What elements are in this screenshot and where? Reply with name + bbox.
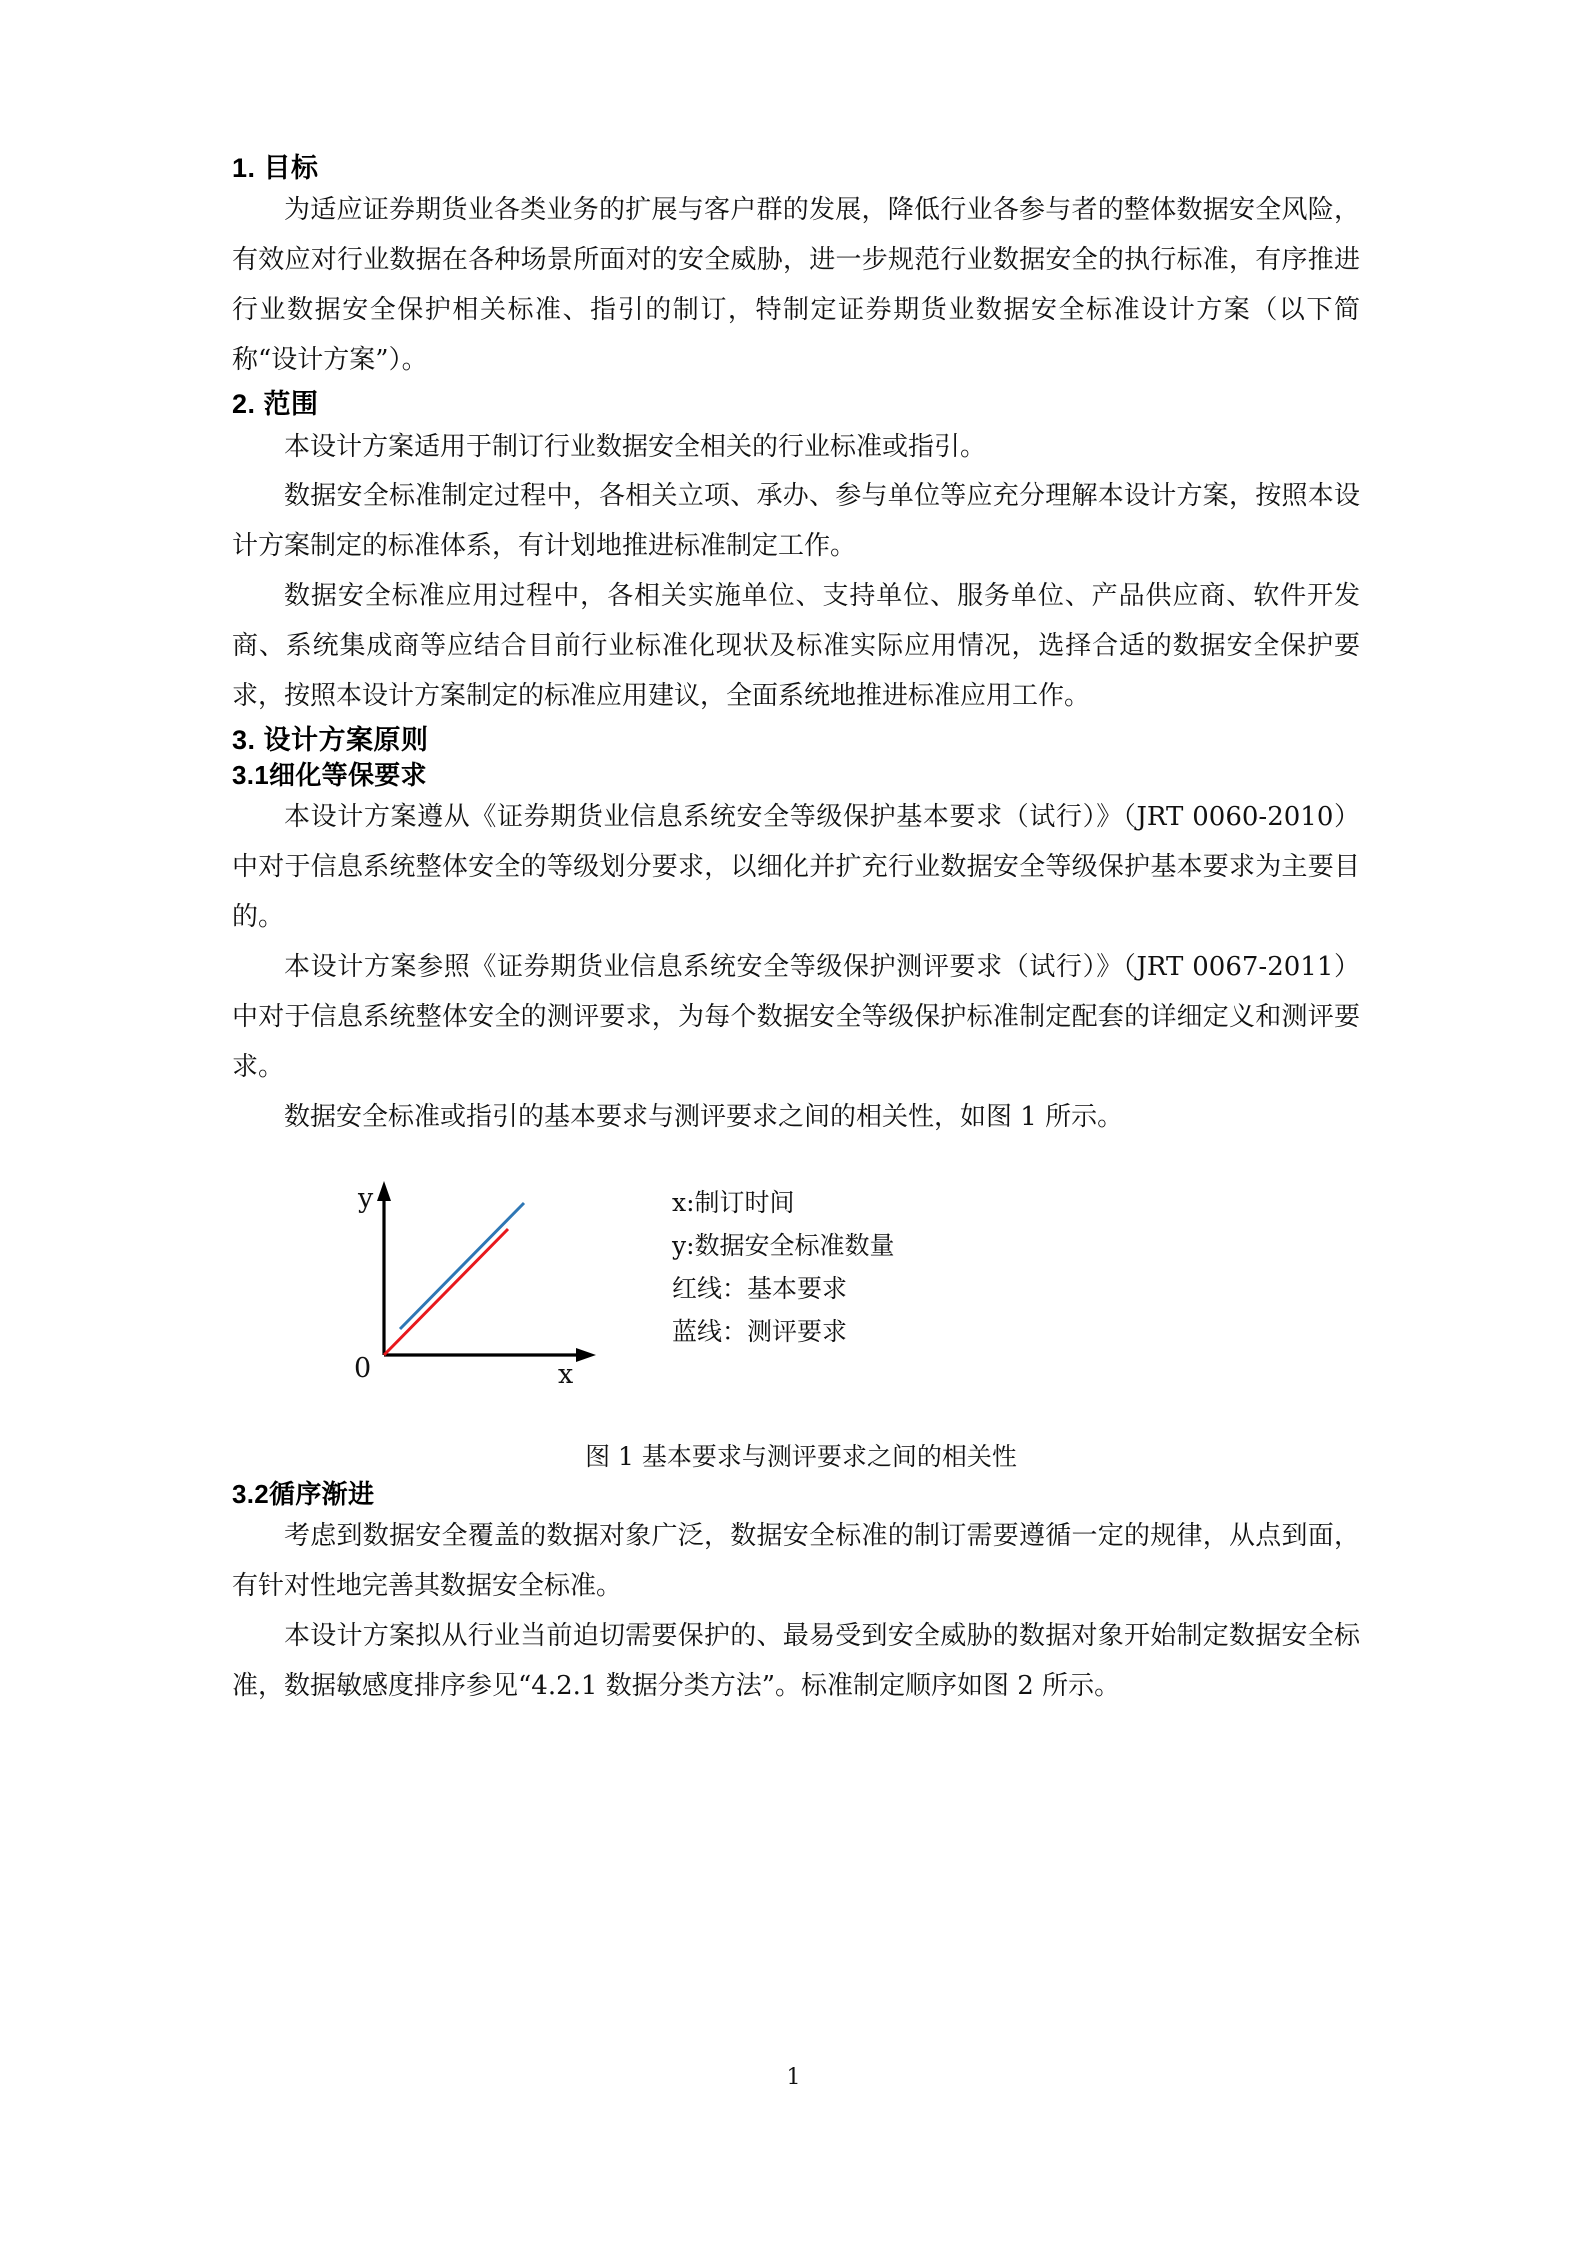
x-axis-arrowhead bbox=[576, 1348, 596, 1362]
subsection-3-1-paragraph-2: 本设计方案参照《证券期货业信息系统安全等级保护测评要求（试行）》（JRT 0067-2011）中对于信息系统整体安全的测评要求，为每个数据安全等级保护标准制定配套的详细定义和测评要求。 bbox=[232, 952, 1360, 1082]
figure-1 bbox=[232, 1177, 1360, 1427]
correlation-line-chart bbox=[350, 1177, 610, 1387]
section-2-paragraph-2: 数据安全标准制定过程中，各相关立项、承办、参与单位等应充分理解本设计方案，按照本设计方案制定的标准体系，有计划地推进标准制定工作。 bbox=[232, 481, 1360, 562]
legend-item-y: y:数据安全标准数量 bbox=[672, 1230, 895, 1260]
section-heading-3: 3. 设计方案原则 bbox=[232, 724, 429, 755]
subsection-3-1-paragraph-3: 数据安全标准或指引的基本要求与测评要求之间的相关性，如图 1 所示。 bbox=[284, 1101, 1124, 1132]
figure-1-graphic bbox=[350, 1177, 610, 1387]
subsection-3-2-paragraph-2: 本设计方案拟从行业当前迫切需要保护的、最易受到安全威胁的数据对象开始制定数据安全标准，数据敏感度排序参见“4.2.1 数据分类方法”。标准制定顺序如图 2 所示。 bbox=[232, 1620, 1360, 1701]
legend-item-red-line: 红线：基本要求 bbox=[672, 1273, 848, 1303]
origin-label: 0 bbox=[354, 1352, 372, 1384]
figure-1-legend bbox=[672, 1181, 895, 1353]
x-axis-label: x bbox=[558, 1358, 574, 1387]
subsection-heading-3-1: 3.1细化等保要求 bbox=[232, 760, 427, 791]
section-heading-2: 2. 范围 bbox=[232, 389, 319, 420]
section-heading-1: 1. 目标 bbox=[232, 153, 319, 183]
y-axis-arrowhead bbox=[377, 1181, 391, 1201]
section-2-paragraph-3: 数据安全标准应用过程中，各相关实施单位、支持单位、服务单位、产品供应商、软件开发商、系统集成商等应结合目前行业标准化现状及标准实际应用情况，选择合适的数据安全保护要求，按照本设计方案制定的标准应用建议，全面系统地推进标准应用工作。 bbox=[232, 581, 1360, 712]
legend-item-x: x:制订时间 bbox=[672, 1187, 795, 1217]
figure-1-caption: 图 1 基本要求与测评要求之间的相关性 bbox=[585, 1441, 1017, 1471]
document-body bbox=[232, 150, 1360, 1712]
subsection-3-1-paragraph-1: 本设计方案遵从《证券期货业信息系统安全等级保护基本要求（试行）》（JRT 0060-2010）中对于信息系统整体安全的等级划分要求，以细化并扩充行业数据安全等级保护基本要求为主要目的。 bbox=[232, 802, 1360, 933]
section-2-paragraph-1: 本设计方案适用于制订行业数据安全相关的行业标准或指引。 bbox=[284, 431, 987, 462]
y-axis-label: y bbox=[358, 1182, 374, 1214]
legend-item-blue-line: 蓝线：测评要求 bbox=[672, 1316, 848, 1346]
blue-series-line bbox=[400, 1203, 524, 1329]
subsection-heading-3-2: 3.2循序渐进 bbox=[232, 1478, 375, 1509]
section-1-paragraph-1: 为适应证券期货业各类业务的扩展与客户群的发展，降低行业各参与者的整体数据安全风险，有效应对行业数据在各种场景所面对的安全威胁，进一步规范行业数据安全的执行标准，有序推进行业数据安全保护相关标准、指引的制订，特制定证券期货业数据安全标准设计方案（以下简称“设计方案”）。 bbox=[232, 195, 1360, 376]
red-series-line bbox=[384, 1229, 508, 1355]
subsection-3-2-paragraph-1: 考虑到数据安全覆盖的数据对象广泛，数据安全标准的制订需要遵循一定的规律，从点到面，有针对性地完善其数据安全标准。 bbox=[232, 1520, 1360, 1601]
page-number: 1 bbox=[786, 2065, 801, 2090]
